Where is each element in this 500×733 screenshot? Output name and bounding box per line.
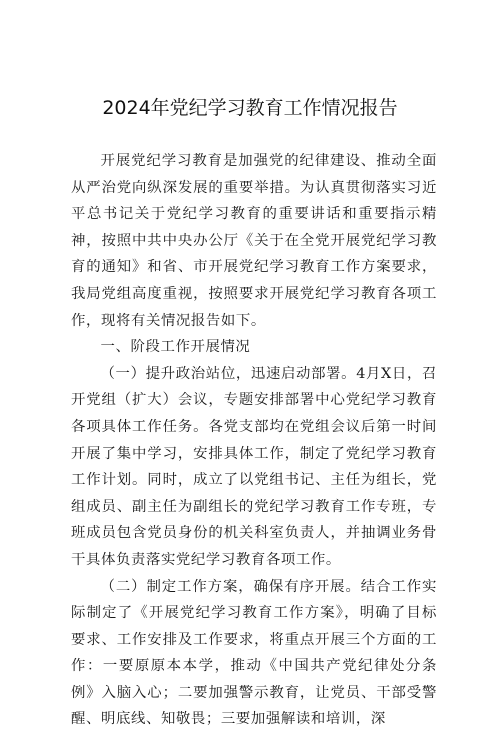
paragraph-2: （二）制定工作方案，确保有序开展。结合工作实际制定了《开展党纪学习教育工作方案》，明确了目标要求、工作安排及工作要求，将重点开展三个方面的工作：一要原原本本学，推动《中国共产党纪律处分条例》入脑入心；二要加强警示教育，让党员、干部受警醒、明底线、知敬畏；三要加强解读和培训，深 xyxy=(71,574,437,733)
section-heading: 一、阶段工作开展情况 xyxy=(71,334,437,361)
document-title: 2024年党纪学习教育工作情况报告 xyxy=(0,93,500,120)
document-body xyxy=(71,148,437,733)
intro-paragraph: 开展党纪学习教育是加强党的纪律建设、推动全面从严治党向纵深发展的重要举措。为认真贯彻落实习近平总书记关于党纪学习教育的重要讲话和重要指示精神，按照中共中央办公厅《关于在全党开展党纪学习教育的通知》和省、市开展党纪学习教育工作方案要求，我局党组高度重视，按照要求开展党纪学习教育各项工作，现将有关情况报告如下。 xyxy=(71,148,437,334)
paragraph-1: （一）提升政治站位，迅速启动部署。4月X日，召开党组（扩大）会议，专题安排部署中心党纪学习教育各项具体工作任务。各党支部均在党组会议后第一时间开展了集中学习，安排具体工作，制定了党纪学习教育工作计划。同时，成立了以党组书记、主任为组长，党组成员、副主任为副组长的党纪学习教育工作专班，专班成员包含党员身份的机关科室负责人，并抽调业务骨干具体负责落实党纪学习教育各项工作。 xyxy=(71,361,437,574)
